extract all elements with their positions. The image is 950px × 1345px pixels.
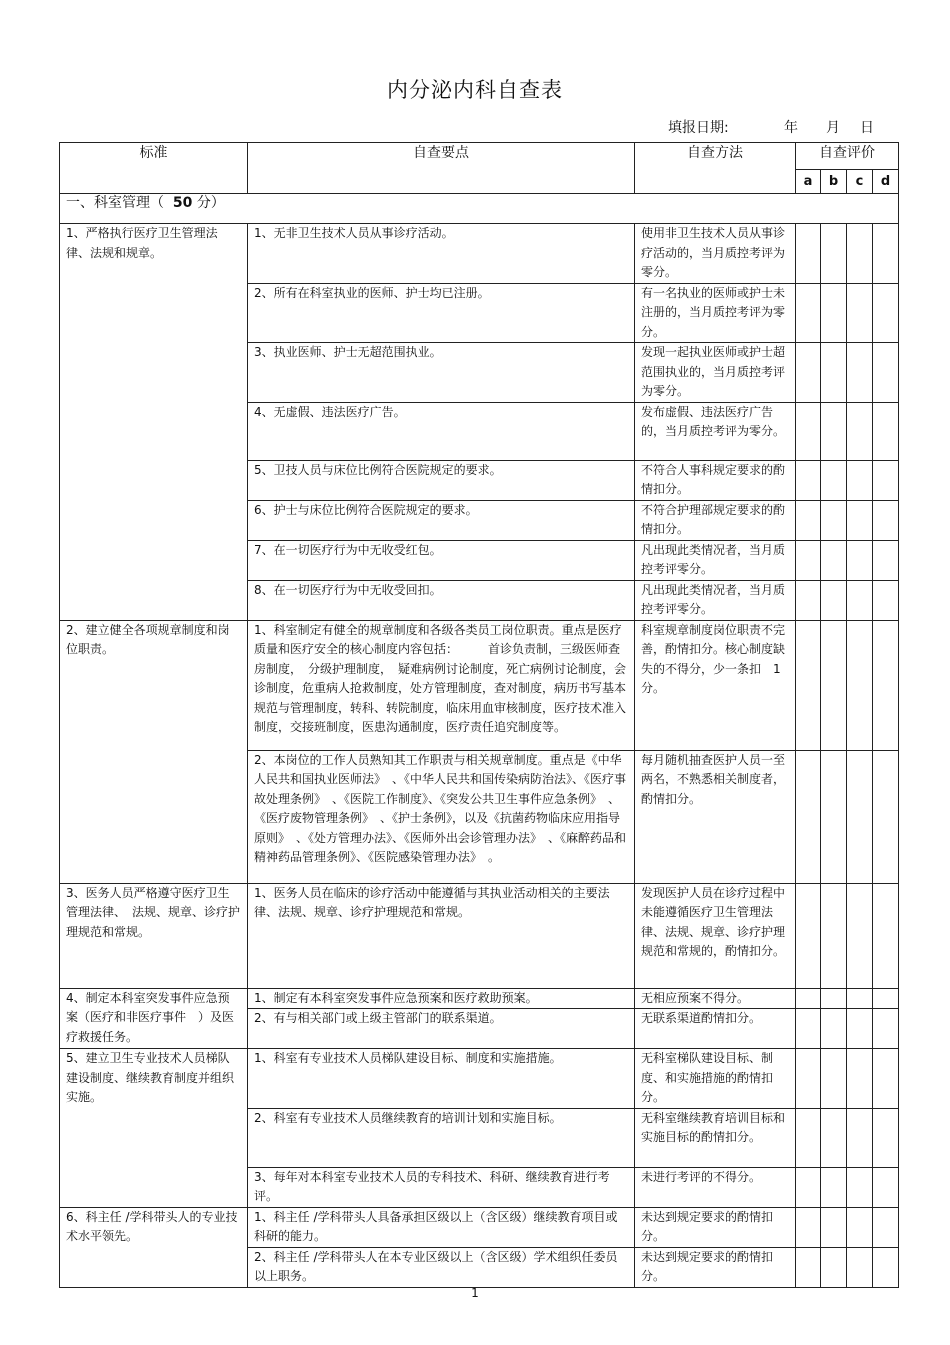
grade-c-checkbox[interactable] <box>847 580 873 620</box>
check-method-cell: 不符合护理部规定要求的酌情扣分。 <box>635 500 796 540</box>
grade-a-checkbox[interactable] <box>796 283 821 343</box>
check-method-cell: 不符合人事科规定要求的酌情扣分。 <box>635 460 796 500</box>
grade-a-checkbox[interactable] <box>796 1108 821 1167</box>
check-method-cell: 有一名执业的医师或护士未注册的，当月质控考评为零分。 <box>635 283 796 343</box>
grade-d-checkbox[interactable] <box>873 1207 899 1247</box>
grade-d-checkbox[interactable] <box>873 460 899 500</box>
standard-cell: 5、建立卫生专业技术人员梯队建设制度、继续教育制度并组织实施。 <box>60 1049 248 1208</box>
check-method-cell: 无科室继续教育培训目标和实施目标的酌情扣分。 <box>635 1108 796 1167</box>
grade-d-checkbox[interactable] <box>873 1167 899 1207</box>
check-method-cell: 无相应预案不得分。 <box>635 988 796 1009</box>
check-point-cell: 8、在一切医疗行为中无收受回扣。 <box>248 580 635 620</box>
fill-date-year: 年 <box>784 120 798 136</box>
grade-d-checkbox[interactable] <box>873 750 899 883</box>
grade-a-checkbox[interactable] <box>796 460 821 500</box>
grade-b-checkbox[interactable] <box>821 883 847 988</box>
table-row <box>60 1207 899 1247</box>
grade-c-checkbox[interactable] <box>847 500 873 540</box>
grade-a-checkbox[interactable] <box>796 500 821 540</box>
standard-cell: 4、制定本科室突发事件应急预案（医疗和非医疗事件 ）及医疗救援任务。 <box>60 988 248 1049</box>
grade-a-checkbox[interactable] <box>796 988 821 1009</box>
grade-a-checkbox[interactable] <box>796 883 821 988</box>
grade-c-checkbox[interactable] <box>847 343 873 403</box>
grade-c: c <box>847 170 873 194</box>
grade-a-checkbox[interactable] <box>796 1207 821 1247</box>
grade-b-checkbox[interactable] <box>821 750 847 883</box>
check-method-cell: 凡出现此类情况者，当月质控考评零分。 <box>635 540 796 580</box>
grade-d-checkbox[interactable] <box>873 620 899 750</box>
grade-c-checkbox[interactable] <box>847 1108 873 1167</box>
table-row <box>60 620 899 750</box>
grade-a-checkbox[interactable] <box>796 540 821 580</box>
grade-b-checkbox[interactable] <box>821 1247 847 1287</box>
check-point-cell: 1、制定有本科室突发事件应急预案和医疗救助预案。 <box>248 988 635 1009</box>
fill-date-day: 日 <box>860 120 874 136</box>
check-point-cell: 3、每年对本科室专业技术人员的专科技术、科研、继续教育进行考评。 <box>248 1167 635 1207</box>
grade-c-checkbox[interactable] <box>847 1009 873 1049</box>
grade-b-checkbox[interactable] <box>821 1049 847 1109</box>
grade-a-checkbox[interactable] <box>796 343 821 403</box>
grade-a-checkbox[interactable] <box>796 402 821 460</box>
check-point-cell: 7、在一切医疗行为中无收受红包。 <box>248 540 635 580</box>
self-check-table <box>59 142 899 1288</box>
grade-d-checkbox[interactable] <box>873 224 899 284</box>
check-point-cell: 2、科主任 /学科带头人在本专业区级以上（含区级）学术组织任委员以上职务。 <box>248 1247 635 1287</box>
grade-d-checkbox[interactable] <box>873 1009 899 1049</box>
grade-c-checkbox[interactable] <box>847 402 873 460</box>
check-point-cell: 5、卫技人员与床位比例符合医院规定的要求。 <box>248 460 635 500</box>
grade-b-checkbox[interactable] <box>821 460 847 500</box>
grade-d-checkbox[interactable] <box>873 883 899 988</box>
grade-a-checkbox[interactable] <box>796 1009 821 1049</box>
grade-c-checkbox[interactable] <box>847 460 873 500</box>
check-method-cell: 使用非卫生技术人员从事诊疗活动的，当月质控考评为零分。 <box>635 224 796 284</box>
document-title: 内分泌内科自查表 <box>387 78 563 102</box>
grade-b-checkbox[interactable] <box>821 1207 847 1247</box>
check-point-cell: 1、科室有专业技术人员梯队建设目标、制度和实施措施。 <box>248 1049 635 1109</box>
section-label: 一、科室管理（ <box>66 195 164 211</box>
grade-b: b <box>821 170 847 194</box>
section-heading <box>60 194 899 224</box>
grade-c-checkbox[interactable] <box>847 1167 873 1207</box>
check-point-cell: 2、本岗位的工作人员熟知其工作职责与相关规章制度。重点是《中华人民共和国执业医师法》 、《中华人民共和国传染病防治法》、《医疗事故处理条例》 、《医院工作制度》、《突发公共卫生事件应急条例》 、《医疗废物管理条例》 、《护士条例》，以及《抗菌药物临床应用指导原则》 、《处方管理办法》、《医师外出会诊管理办法》 、《麻醉药品和精神药品管理条例》、《医院感染管理办法》 。 <box>248 750 635 883</box>
grade-b-checkbox[interactable] <box>821 580 847 620</box>
grade-a-checkbox[interactable] <box>796 1247 821 1287</box>
grade-b-checkbox[interactable] <box>821 540 847 580</box>
grade-b-checkbox[interactable] <box>821 343 847 403</box>
grade-c-checkbox[interactable] <box>847 1247 873 1287</box>
grade-c-checkbox[interactable] <box>847 1049 873 1109</box>
grade-d-checkbox[interactable] <box>873 580 899 620</box>
grade-c-checkbox[interactable] <box>847 283 873 343</box>
check-method-cell: 无联系渠道酌情扣分。 <box>635 1009 796 1049</box>
standard-cell: 2、建立健全各项规章制度和岗位职责。 <box>60 620 248 883</box>
grade-d-checkbox[interactable] <box>873 343 899 403</box>
fill-date-label: 填报日期: <box>668 120 729 136</box>
grade-a-checkbox[interactable] <box>796 224 821 284</box>
grade-b-checkbox[interactable] <box>821 988 847 1009</box>
standard-cell: 6、科主任 /学科带头人的专业技术水平领先。 <box>60 1207 248 1287</box>
section-unit: 分） <box>196 195 225 211</box>
check-method-cell: 发现一起执业医师或护士超范围执业的，当月质控考评为零分。 <box>635 343 796 403</box>
check-point-cell: 1、科室制定有健全的规章制度和各级各类员工岗位职责。重点是医疗质量和医疗安全的核心制度内容包括： 首诊负责制，三级医师查房制度， 分级护理制度， 疑难病例讨论制度，死亡病例讨论制度，会诊制度，危重病人抢救制度，处方管理制度，查对制度，病历书写基本规范与管理制度，转科、转院制度，临床用血审核制度，医疗技术准入制度，交接班制度，医患沟通制度，医疗责任追究制度等。 <box>248 620 635 750</box>
header-evaluation: 自查评价 <box>796 143 899 170</box>
check-point-cell: 1、科主任 /学科带头人具备承担区级以上（含区级）继续教育项目或科研的能力。 <box>248 1207 635 1247</box>
page-number: 1 <box>471 1286 479 1300</box>
check-point-cell: 6、护士与床位比例符合医院规定的要求。 <box>248 500 635 540</box>
check-method-cell: 未达到规定要求的酌情扣分。 <box>635 1247 796 1287</box>
grade-b-checkbox[interactable] <box>821 283 847 343</box>
grade-d: d <box>873 170 899 194</box>
check-point-cell: 1、无非卫生技术人员从事诊疗活动。 <box>248 224 635 284</box>
grade-c-checkbox[interactable] <box>847 540 873 580</box>
grade-a-checkbox[interactable] <box>796 620 821 750</box>
grade-b-checkbox[interactable] <box>821 1108 847 1167</box>
standard-cell: 1、严格执行医疗卫生管理法律、法规和规章。 <box>60 224 248 621</box>
table-row <box>60 1049 899 1109</box>
check-method-cell: 未达到规定要求的酌情扣分。 <box>635 1207 796 1247</box>
grade-b-checkbox[interactable] <box>821 402 847 460</box>
fill-date-month: 月 <box>826 120 840 136</box>
check-point-cell: 3、执业医师、护士无超范围执业。 <box>248 343 635 403</box>
check-point-cell: 2、科室有专业技术人员继续教育的培训计划和实施目标。 <box>248 1108 635 1167</box>
header-points: 自查要点 <box>248 143 635 194</box>
check-point-cell: 4、无虚假、违法医疗广告。 <box>248 402 635 460</box>
check-method-cell: 凡出现此类情况者，当月质控考评零分。 <box>635 580 796 620</box>
grade-c-checkbox[interactable] <box>847 750 873 883</box>
check-point-cell: 2、有与相关部门或上级主管部门的联系渠道。 <box>248 1009 635 1049</box>
grade-d-checkbox[interactable] <box>873 1108 899 1167</box>
grade-a-checkbox[interactable] <box>796 750 821 883</box>
grade-a: a <box>796 170 821 194</box>
table-row <box>60 224 899 284</box>
grade-b-checkbox[interactable] <box>821 1167 847 1207</box>
check-point-cell: 1、医务人员在临床的诊疗活动中能遵循与其执业活动相关的主要法律、法规、规章、诊疗护理规范和常规。 <box>248 883 635 988</box>
grade-b-checkbox[interactable] <box>821 224 847 284</box>
grade-c-checkbox[interactable] <box>847 1207 873 1247</box>
grade-d-checkbox[interactable] <box>873 402 899 460</box>
grade-d-checkbox[interactable] <box>873 1247 899 1287</box>
grade-d-checkbox[interactable] <box>873 1049 899 1109</box>
grade-d-checkbox[interactable] <box>873 283 899 343</box>
grade-c-checkbox[interactable] <box>847 620 873 750</box>
check-method-cell: 发现医护人员在诊疗过程中未能遵循医疗卫生管理法律、法规、规章、诊疗护理规范和常规的，酌情扣分。 <box>635 883 796 988</box>
header-method: 自查方法 <box>635 143 796 194</box>
check-method-cell: 无科室梯队建设目标、制度、和实施措施的酌情扣分。 <box>635 1049 796 1109</box>
grade-a-checkbox[interactable] <box>796 1167 821 1207</box>
grade-d-checkbox[interactable] <box>873 988 899 1009</box>
check-method-cell: 每月随机抽查医护人员一至两名，不熟悉相关制度者，酌情扣分。 <box>635 750 796 883</box>
grade-a-checkbox[interactable] <box>796 580 821 620</box>
grade-d-checkbox[interactable] <box>873 540 899 580</box>
check-method-cell: 科室规章制度岗位职责不完善，酌情扣分。核心制度缺失的不得分，少一条扣 1 分。 <box>635 620 796 750</box>
grade-b-checkbox[interactable] <box>821 1009 847 1049</box>
check-point-cell: 2、所有在科室执业的医师、护士均已注册。 <box>248 283 635 343</box>
grade-c-checkbox[interactable] <box>847 988 873 1009</box>
grade-c-checkbox[interactable] <box>847 883 873 988</box>
section-score: 50 <box>172 195 193 211</box>
grade-d-checkbox[interactable] <box>873 500 899 540</box>
check-method-cell: 发布虚假、违法医疗广告的，当月质控考评为零分。 <box>635 402 796 460</box>
table-row <box>60 988 899 1009</box>
standard-cell: 3、医务人员严格遵守医疗卫生管理法律、 法规、规章、诊疗护理规范和常规。 <box>60 883 248 988</box>
table-row <box>60 883 899 988</box>
grade-b-checkbox[interactable] <box>821 620 847 750</box>
grade-c-checkbox[interactable] <box>847 224 873 284</box>
header-standard: 标准 <box>60 143 248 194</box>
grade-a-checkbox[interactable] <box>796 1049 821 1109</box>
check-method-cell: 未进行考评的不得分。 <box>635 1167 796 1207</box>
grade-b-checkbox[interactable] <box>821 500 847 540</box>
